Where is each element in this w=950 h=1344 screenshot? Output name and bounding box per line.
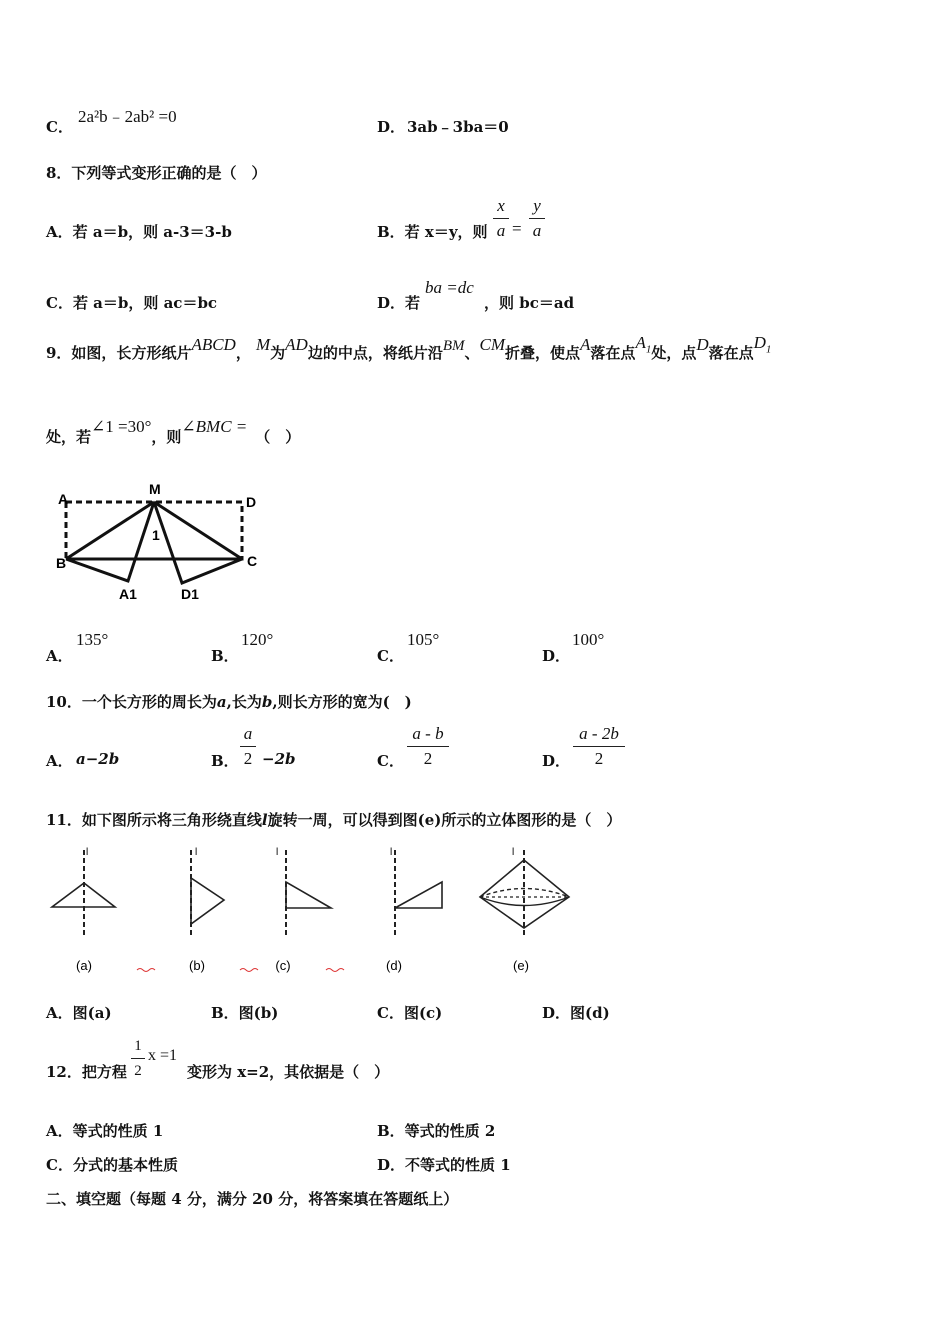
q9-text: 为 <box>270 344 286 362</box>
fraction-bar <box>573 746 625 747</box>
q10-c-numerator: a - b <box>412 724 444 743</box>
figure-b <box>189 847 224 973</box>
q9-option-c-label: C． <box>377 647 404 665</box>
axis-label: l <box>195 847 198 858</box>
q12-equation-tail: x =1 <box>148 1047 178 1064</box>
q7-option-d-label: D． <box>377 118 406 136</box>
label-angle-1: 1 <box>152 527 160 543</box>
spellcheck-squiggle <box>240 969 258 972</box>
q9-text: 折叠，使点 <box>505 344 581 362</box>
q9-angle-bmc: ∠BMC = <box>181 417 248 436</box>
label-b: B <box>56 555 67 571</box>
q9-text: 落在点 <box>708 344 754 362</box>
q9-point-d1 <box>753 333 772 356</box>
q8-option-b-fraction-right <box>529 196 545 241</box>
q10-option-a-label: A． <box>46 752 73 770</box>
axis-label: l <box>86 847 89 858</box>
q8-option-a: A．若 a＝b，则 a-3＝3-b <box>46 223 232 241</box>
spellcheck-squiggle <box>326 969 344 972</box>
label-c: C <box>247 553 258 569</box>
q9-rectangle-fold-figure <box>50 478 270 604</box>
label-m: M <box>149 481 161 497</box>
q10-option-b-fraction <box>240 724 256 769</box>
q9-option-b-value: 120° <box>241 630 274 649</box>
label-a1: A1 <box>119 586 137 602</box>
q11-line-l: l <box>261 811 268 829</box>
q8-option-d-prefix: D．若 <box>377 294 421 312</box>
q8-b-numerator-left: x <box>497 196 505 215</box>
q11-option-b: B．图(b) <box>211 1004 279 1022</box>
folded-triangle-a1 <box>66 502 154 581</box>
q8-option-c: C．若 a＝b，则 ac＝bc <box>46 294 218 312</box>
triangle-c <box>286 882 331 908</box>
label-a: A <box>58 491 69 507</box>
q9-bm: BM <box>442 338 465 354</box>
caption-e: (e) <box>513 958 529 973</box>
q12-option-a: A．等式的性质 1 <box>46 1122 164 1140</box>
q9-text: 落在点 <box>590 344 636 362</box>
fraction-bar <box>407 746 449 747</box>
q9-ad: AD <box>285 335 308 354</box>
q9-a1-subscript: 1 <box>645 343 652 356</box>
q10-d-numerator: a - 2b <box>579 724 619 743</box>
q11-stem-text: 旋转一周，可以得到图(e)所示的立体图形的是（ ） <box>267 811 622 829</box>
q9-text: 边的中点，将纸片沿 <box>307 344 443 362</box>
q10-option-b-tail: −2b <box>262 750 296 768</box>
folded-triangle-d1 <box>154 502 242 583</box>
q10-option-b-label: B． <box>211 752 239 770</box>
q11-stem <box>46 809 621 830</box>
q9-m: M <box>255 335 271 354</box>
q8-b-denominator-left: a <box>496 221 506 240</box>
figure-c <box>275 847 331 973</box>
q8-b-numerator-right: y <box>533 196 541 215</box>
q10-stem-text: ,则长方形的宽为( ) <box>272 693 412 711</box>
q12-option-d: D．不等式的性质 1 <box>377 1156 511 1174</box>
segment-cm <box>154 502 242 559</box>
q7-option-c-expression: 2a²b﹣2ab² =0 <box>78 107 177 126</box>
q10-var-a: a <box>216 693 227 711</box>
fraction-bar <box>493 218 509 219</box>
q8-option-b-prefix: B．若 x＝y，则 <box>377 223 488 241</box>
q9-option-b-label: B． <box>211 647 239 665</box>
q9-abcd: ABCD <box>191 335 236 354</box>
q8-option-d-expression: ba =dc <box>425 278 474 297</box>
q12-denominator: 2 <box>134 1063 142 1079</box>
q10-c-denominator: 2 <box>423 749 433 768</box>
q10-d-denominator: 2 <box>594 749 604 768</box>
label-d: D <box>246 494 257 510</box>
q8-option-d-suffix: ，则 bc＝ad <box>484 294 575 312</box>
q9-point-d: D <box>696 335 709 354</box>
q10-stem-text: 10．一个长方形的周长为 <box>46 693 217 711</box>
q10-option-c-label: C． <box>377 752 404 770</box>
q9-option-c-value: 105° <box>407 630 440 649</box>
q10-stem <box>46 691 412 712</box>
caption-a: (a) <box>76 958 92 973</box>
q7-option-d-text: 3ab﹣3ba＝0 <box>407 118 509 136</box>
q10-option-d-label: D． <box>542 752 571 770</box>
q10-var-b: b <box>261 693 273 711</box>
axis-label: l <box>276 847 279 858</box>
q9-d1-letter: D <box>753 333 766 352</box>
q11-rotation-figures <box>40 840 600 982</box>
q10-stem-text: ,长为 <box>226 693 262 711</box>
q9-point-a1 <box>635 333 652 356</box>
axis-label: l <box>512 847 515 858</box>
triangle-d <box>395 882 442 908</box>
q12-stem-suffix: 变形为 x=2，其依据是（ ） <box>187 1063 390 1081</box>
section-fill-in-heading: 二、填空题（每题 4 分，满分 20 分，将答案填在答题纸上） <box>46 1190 459 1208</box>
q9-stem-line1 <box>46 333 772 365</box>
q9-a1-letter: A <box>635 333 646 352</box>
q9-text: ，则 <box>151 428 182 446</box>
q12-option-b: B．等式的性质 2 <box>377 1122 496 1140</box>
axis-label: l <box>390 847 393 858</box>
q9-text: 、 <box>464 344 480 362</box>
q10-option-c-fraction <box>407 724 449 769</box>
figure-e <box>480 847 569 973</box>
q12-stem-prefix: 12．把方程 <box>46 1063 127 1081</box>
segment-bm <box>66 502 154 559</box>
fraction-bar <box>529 218 545 219</box>
q9-option-a-value: 135° <box>76 630 109 649</box>
q8-option-b-equals: = <box>512 219 522 238</box>
caption-b: (b) <box>189 958 205 973</box>
q12-fraction <box>131 1036 145 1081</box>
q9-option-a-label: A． <box>46 647 73 665</box>
figure-d <box>386 847 442 973</box>
spellcheck-squiggle <box>137 969 155 972</box>
caption-d: (d) <box>386 958 402 973</box>
q9-option-d-value: 100° <box>572 630 605 649</box>
q11-option-c: C．图(c) <box>377 1004 443 1022</box>
q9-point-a: A <box>580 335 591 354</box>
q7-option-c-label: C． <box>46 118 73 136</box>
triangle-b <box>191 878 224 924</box>
fraction-bar <box>131 1058 145 1059</box>
q8-b-denominator-right: a <box>532 221 542 240</box>
q9-text: 处，若 <box>46 428 92 446</box>
q10-option-d-fraction <box>573 724 625 769</box>
q9-text: 9．如图，长方形纸片 <box>46 344 192 362</box>
label-d1: D1 <box>181 586 199 602</box>
q8-stem: 8．下列等式变形正确的是（ ） <box>46 164 267 182</box>
q9-cm: CM <box>479 335 506 354</box>
q11-option-a: A．图(a) <box>46 1004 112 1022</box>
q10-option-a-expression: a−2b <box>76 750 120 768</box>
figure-a <box>52 847 115 973</box>
q12-option-c: C．分式的基本性质 <box>46 1156 178 1174</box>
q9-text: 处，点 <box>651 344 697 362</box>
q9-stem-line2 <box>46 417 301 447</box>
q8-option-b-fraction-left <box>493 196 509 241</box>
q9-option-d-label: D． <box>542 647 571 665</box>
q9-text: ， <box>235 344 251 362</box>
q12-numerator: 1 <box>134 1038 142 1054</box>
q9-d1-subscript: 1 <box>765 343 772 356</box>
q9-text: （ ） <box>255 428 301 446</box>
q9-angle1: ∠1 =30° <box>91 417 152 436</box>
caption-c: (c) <box>275 958 291 973</box>
fraction-bar <box>240 746 256 747</box>
q11-stem-text: 11．如下图所示将三角形绕直线 <box>46 811 262 829</box>
q10-b-numerator: a <box>243 724 253 743</box>
q10-b-denominator: 2 <box>243 749 253 768</box>
q11-option-d: D．图(d) <box>542 1004 610 1022</box>
